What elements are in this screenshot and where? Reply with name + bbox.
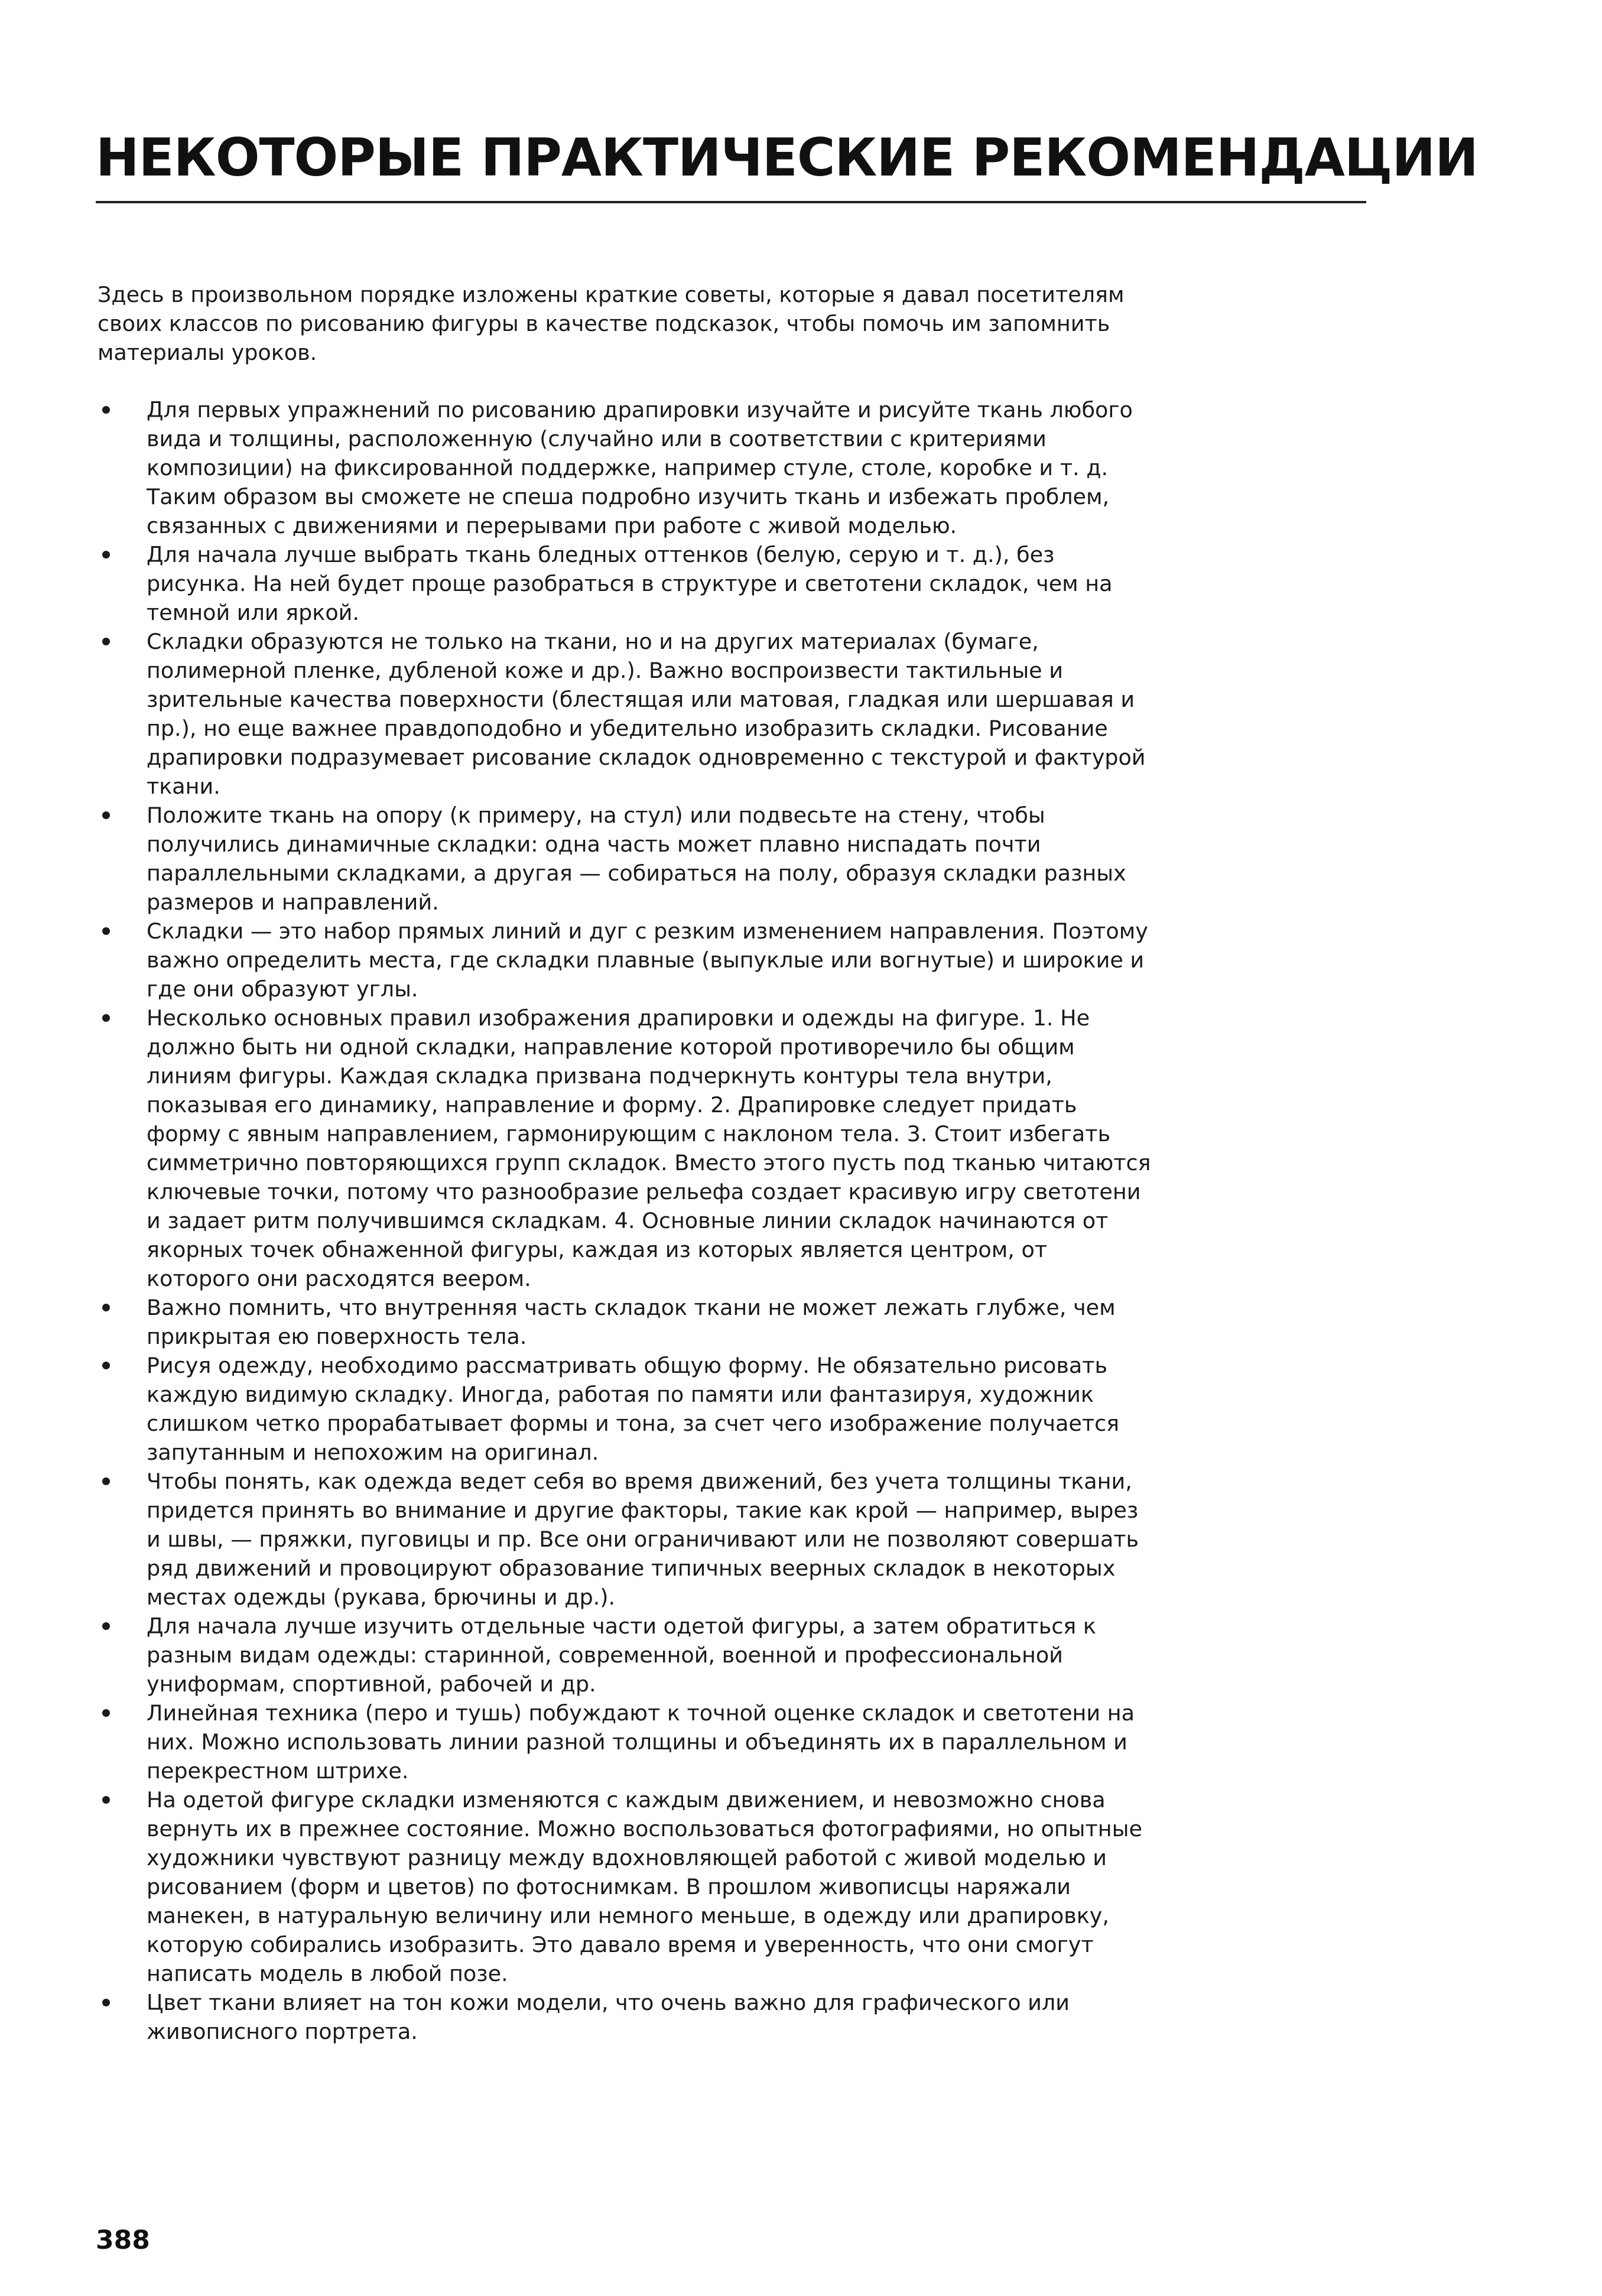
list-item <box>98 1004 1155 1293</box>
list-item <box>98 627 1155 801</box>
list-item-text: На одетой фигуре складки изменяются с каждым движением, и невозможно снова вернуть их в прежнее состояние. Можно воспользоваться фотографиями, но опытные художники чувствуют разницу между вдохновляющей работой с живой моделью и рисованием (форм и цветов) по фотоснимкам. В прошлом живописцы наряжали манекен, в натуральную величину или немного меньше, в одежду или драпировку, которую собирались изобразить. Это давало время и уверенность, что они смогут написать модель в любой позе. <box>147 1787 1142 1986</box>
recommendations-list <box>98 395 1155 2046</box>
bullet-icon <box>102 1362 110 1369</box>
list-item <box>98 1785 1155 1988</box>
list-item <box>98 395 1155 540</box>
bullet-icon <box>102 1477 110 1485</box>
list-item-text: Цвет ткани влияет на тон кожи модели, что очень важно для графического или живописного портрета. <box>147 1990 1070 2044</box>
list-item <box>98 1467 1155 1612</box>
bullet-icon <box>102 1304 110 1311</box>
bullet-icon <box>102 551 110 558</box>
list-item-text: Несколько основных правил изображения драпировки и одежды на фигуре. 1. Не должно быть ни одной складки, направление которой противоречило бы общим линиям фигуры. Каждая складка призвана подчеркнуть контуры тела внутри, показывая его динамику, направление и форму. 2. Драпировке следует придать форму с явным направлением, гармонирующим с наклоном тела. 3. Стоит избегать симметрично повторяющихся групп складок. Вместо этого пусть под тканью читаются ключевые точки, потому что разнообразие рельефа создает красивую игру светотени и задает ритм получившимся складкам. 4. Основные линии складок начинаются от якорных точек обнаженной фигуры, каждая из которых является центром, от которого они расходятся веером. <box>147 1005 1151 1291</box>
list-item-text: Чтобы понять, как одежда ведет себя во время движений, без учета толщины ткани, придется принять во внимание и другие факторы, такие как крой — например, вырез и швы, — пряжки, пуговицы и пр. Все они ограничивают или не позволяют совершать ряд движений и провоцируют образование типичных веерных складок в некоторых местах одежды (рукава, брючины и др.). <box>147 1469 1139 1610</box>
list-item <box>98 1699 1155 1785</box>
bullet-icon <box>102 1709 110 1717</box>
list-item-text: Для начала лучше изучить отдельные части одетой фигуры, а затем обратиться к разным видам одежды: старинной, современной, военной и профессиональной униформам, спортивной, рабочей и др. <box>147 1613 1096 1697</box>
bullet-icon <box>102 1796 110 1804</box>
list-item-text: Складки — это набор прямых линий и дуг с резким изменением направления. Поэтому важно определить места, где складки плавные (выпуклые или вогнутые) и широкие и где они образуют углы. <box>147 918 1148 1002</box>
list-item <box>98 540 1155 627</box>
list-item <box>98 1612 1155 1699</box>
page-number: 388 <box>96 2225 150 2255</box>
list-item-text: Важно помнить, что внутренняя часть складок ткани не может лежать глубже, чем прикрытая ею поверхность тела. <box>147 1295 1116 1349</box>
intro-paragraph: Здесь в произвольном порядке изложены краткие советы, которые я давал посетителям своих классов по рисованию фигуры в качестве подсказок, чтобы помочь им запомнить материалы уроков. <box>98 282 1125 365</box>
list-item-text: Складки образуются не только на ткани, но и на других материалах (бумаге, полимерной пленке, дубленой коже и др.). Важно воспроизвести тактильные и зрительные качества поверхности (блестящая или матовая, гладкая или шершавая и пр.), но еще важнее правдоподобно и убедительно изобразить складки. Рисование драпировки подразумевает рисование складок одновременно с текстурой и фактурой ткани. <box>147 629 1146 799</box>
list-item <box>98 801 1155 917</box>
list-item-text: Рисуя одежду, необходимо рассматривать общую форму. Не обязательно рисовать каждую видимую складку. Иногда, работая по памяти или фантазируя, художник слишком четко прорабатывает формы и тона, за счет чего изображение получается запутанным и непохожим на оригинал. <box>147 1353 1120 1465</box>
list-item-text: Линейная техника (перо и тушь) побуждают к точной оценке складок и светотени на них. Можно использовать линии разной толщины и объединять их в параллельном и перекрестном штрихе. <box>147 1700 1135 1784</box>
list-item <box>98 1988 1155 2046</box>
bullet-icon <box>102 638 110 645</box>
list-item <box>98 1351 1155 1467</box>
list-item-text: Для первых упражнений по рисованию драпировки изучайте и рисуйте ткань любого вида и толщины, расположенную (случайно или в соответствии с критериями композиции) на фиксированной поддержке, например стуле, столе, коробке и т. д. Таким образом вы сможете не спеша подробно изучить ткань и избежать проблем, связанных с движениями и перерывами при работе с живой моделью. <box>147 397 1133 538</box>
list-item-text: Положите ткань на опору (к примеру, на стул) или подвесьте на стену, чтобы получились динамичные складки: одна часть может плавно ниспадать почти параллельными складками, а другая — собираться на полу, образуя складки разных размеров и направлений. <box>147 803 1126 915</box>
bullet-icon <box>102 1622 110 1630</box>
page-title: НЕКОТОРЫЕ ПРАКТИЧЕСКИЕ РЕКОМЕНДАЦИИ <box>96 127 1478 188</box>
list-item <box>98 917 1155 1004</box>
bullet-icon <box>102 811 110 819</box>
bullet-icon <box>102 1999 110 2006</box>
title-underline <box>96 201 1366 203</box>
list-item-text: Для начала лучше выбрать ткань бледных оттенков (белую, серую и т. д.), без рисунка. На ней будет проще разобраться в структуре и светотени складок, чем на темной или яркой. <box>147 542 1113 625</box>
bullet-icon <box>102 406 110 414</box>
bullet-icon <box>102 927 110 935</box>
list-item <box>98 1293 1155 1351</box>
bullet-icon <box>102 1014 110 1022</box>
